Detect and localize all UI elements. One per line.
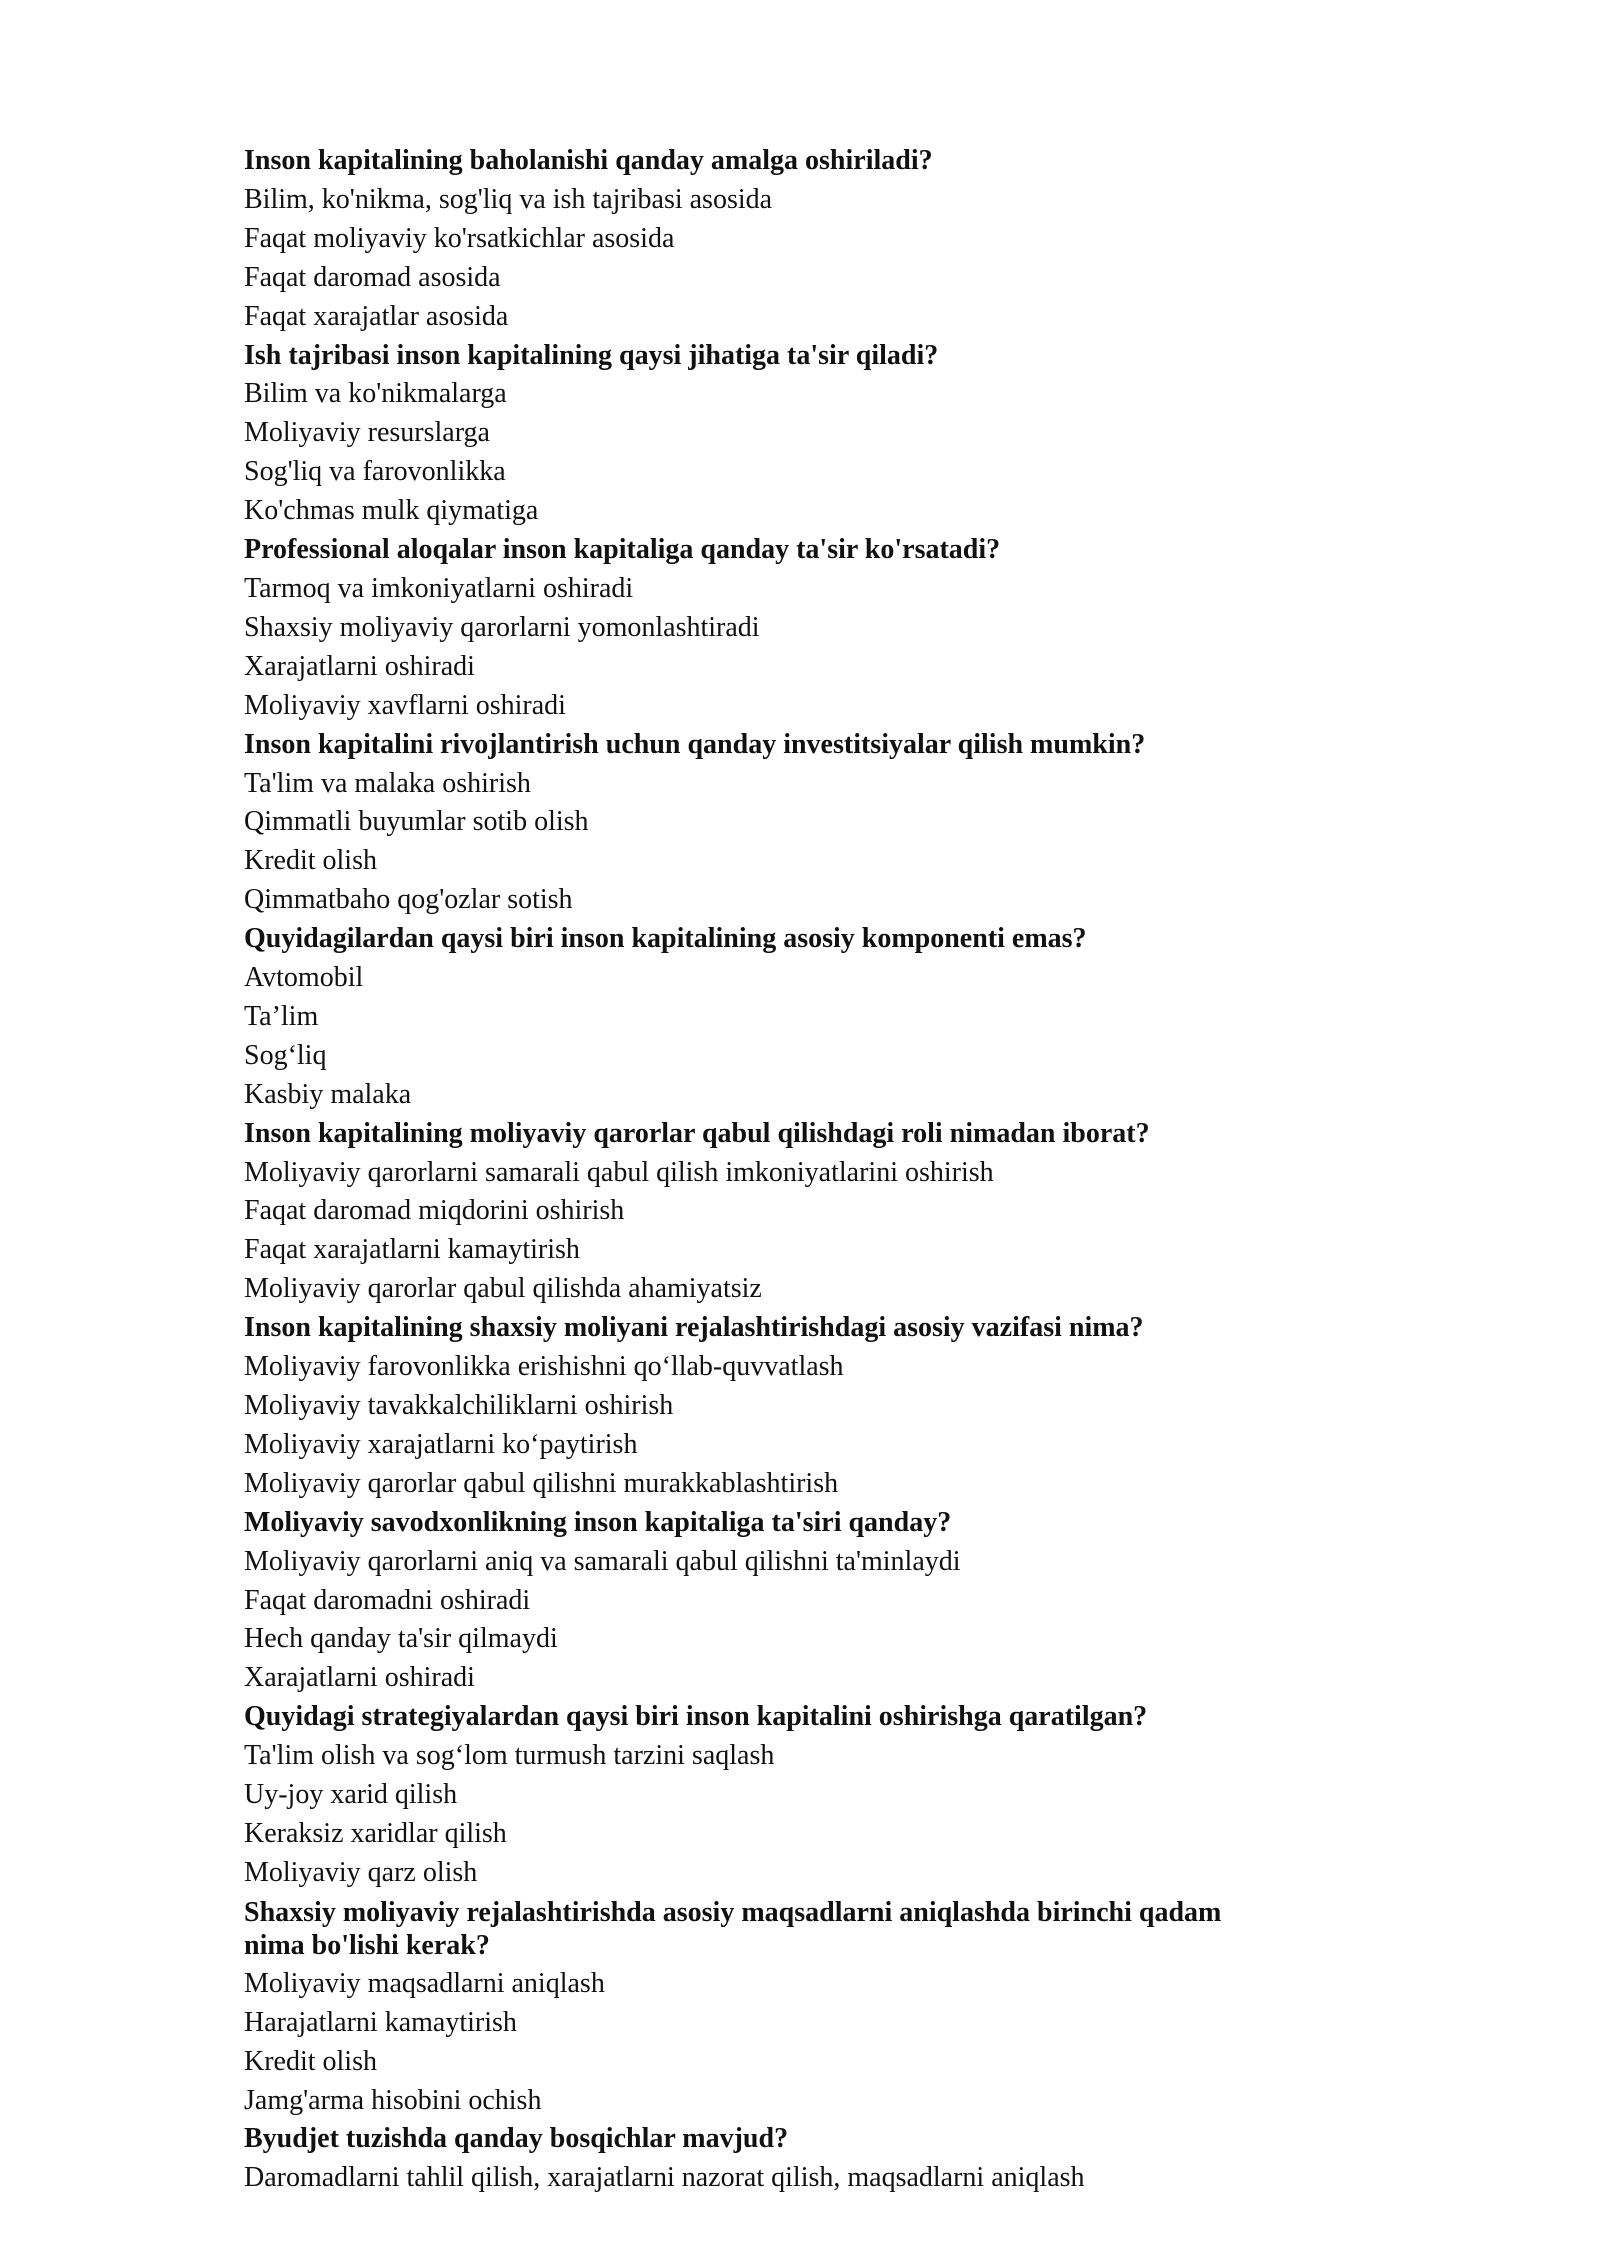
answer-option: Uy-joy xarid qilish (244, 1779, 458, 1811)
question-text: Ish tajribasi inson kapitalining qaysi jihatiga ta'sir qiladi? (244, 339, 939, 371)
answer-option: Faqat xarajatlarni kamaytirish (244, 1234, 580, 1266)
answer-option: Qimmatbaho qog'ozlar sotish (244, 884, 573, 916)
answer-option: Shaxsiy moliyaviy qarorlarni yomonlashtiradi (244, 611, 760, 643)
question-block (244, 726, 1284, 921)
question-text: Inson kapitalini rivojlantirish uchun qanday investitsiyalar qilish mumkin? (244, 728, 1146, 760)
answer-option: Ta’lim (244, 1000, 319, 1032)
answer-option: Bilim, ko'nikma, sog'liq va ish tajribasi asosida (244, 183, 773, 215)
answer-option: Xarajatlarni oshiradi (244, 650, 475, 682)
answer-option: Moliyaviy qarz olish (244, 1856, 478, 1888)
answer-option: Moliyaviy tavakkalchiliklarni oshirish (244, 1390, 674, 1421)
question-block (244, 531, 1284, 726)
question-block (244, 1893, 1284, 2121)
answer-option: Sog'liq va farovonlikka (244, 456, 506, 488)
answer-option: Ko'chmas mulk qiymatiga (244, 495, 539, 527)
answer-option: Faqat moliyaviy ko'rsatkichlar asosida (244, 222, 675, 254)
answer-option: Harajatlarni kamaytirish (244, 2006, 517, 2038)
answer-option: Daromadlarni tahlil qilish, xarajatlarni nazorat qilish, maqsadlarni aniqlash (244, 2162, 1085, 2194)
answer-option: Moliyaviy xavflarni oshiradi (244, 689, 566, 721)
answer-option: Moliyaviy resurslarga (244, 417, 490, 449)
answer-option: Moliyaviy xarajatlarni ko‘paytirish (244, 1428, 638, 1460)
answer-option: Ta'lim va malaka oshirish (244, 767, 531, 799)
question-block (244, 920, 1284, 1115)
answer-option: Moliyaviy qarorlarni aniq va samarali qabul qilishni ta'minlaydi (244, 1545, 961, 1577)
answer-option: Kasbiy malaka (244, 1078, 412, 1110)
question-block (244, 1309, 1284, 1504)
question-block (244, 142, 1284, 337)
answer-option: Jamg'arma hisobini ochish (244, 2084, 542, 2116)
answer-option: Ta'lim olish va sog‘lom turmush tarzini saqlash (244, 1740, 775, 1772)
answer-option: Sog‘liq (244, 1039, 327, 1071)
answer-option: Xarajatlarni oshiradi (244, 1662, 475, 1694)
answer-option: Kredit olish (244, 845, 377, 877)
question-block (244, 2120, 1284, 2198)
question-text: Quyidagi strategiyalardan qaysi biri inson kapitalini oshirishga qaratilgan? (244, 1701, 1148, 1733)
answer-option: Faqat xarajatlar asosida (244, 300, 509, 332)
question-text: Inson kapitalining moliyaviy qarorlar qabul qilishdagi roli nimadan iborat? (244, 1117, 1150, 1149)
answer-option: Moliyaviy farovonlikka erishishni qo‘llab-quvvatlash (244, 1351, 844, 1383)
question-text: Moliyaviy savodxonlikning inson kapitaliga ta'siri qanday? (244, 1506, 952, 1538)
answer-option: Faqat daromad miqdorini oshirish (244, 1195, 625, 1227)
answer-option: Moliyaviy qarorlar qabul qilishni murakkablashtirish (244, 1467, 839, 1499)
answer-option: Bilim va ko'nikmalarga (244, 378, 507, 410)
answer-option: Faqat daromadni oshiradi (244, 1584, 531, 1616)
answer-option: Moliyaviy maqsadlarni aniqlash (244, 1967, 605, 1999)
question-block (244, 337, 1284, 532)
question-text: Quyidagilardan qaysi biri inson kapitalining asosiy komponenti emas? (244, 923, 1087, 955)
question-block (244, 1115, 1284, 1310)
question-list (244, 142, 1284, 2198)
answer-option: Qimmatli buyumlar sotib olish (244, 806, 589, 838)
answer-option: Avtomobil (244, 962, 364, 994)
question-text: Inson kapitalining shaxsiy moliyani rejalashtirishdagi asosiy vazifasi nima? (244, 1312, 1144, 1344)
answer-option: Faqat daromad asosida (244, 261, 501, 293)
answer-option: Tarmoq va imkoniyatlarni oshiradi (244, 572, 634, 604)
question-block (244, 1698, 1284, 1893)
answer-option: Moliyaviy qarorlar qabul qilishda ahamiyatsiz (244, 1273, 762, 1305)
answer-option: Moliyaviy qarorlarni samarali qabul qilish imkoniyatlarini oshirish (244, 1156, 994, 1188)
question-text: Shaxsiy moliyaviy rejalashtirishda asosiy maqsadlarni aniqlashda birinchi qadam nima bo'lishi kerak? (244, 1896, 1222, 1961)
answer-option: Hech qanday ta'sir qilmaydi (244, 1623, 558, 1655)
question-text: Inson kapitalining baholanishi qanday amalga oshiriladi? (244, 145, 933, 176)
question-text: Professional aloqalar inson kapitaliga qanday ta'sir ko'rsatadi? (244, 534, 1001, 566)
question-text: Byudjet tuzishda qanday bosqichlar mavjud? (244, 2123, 789, 2155)
question-block (244, 1504, 1284, 1699)
answer-option: Keraksiz xaridlar qilish (244, 1817, 507, 1849)
answer-option: Kredit olish (244, 2045, 377, 2077)
